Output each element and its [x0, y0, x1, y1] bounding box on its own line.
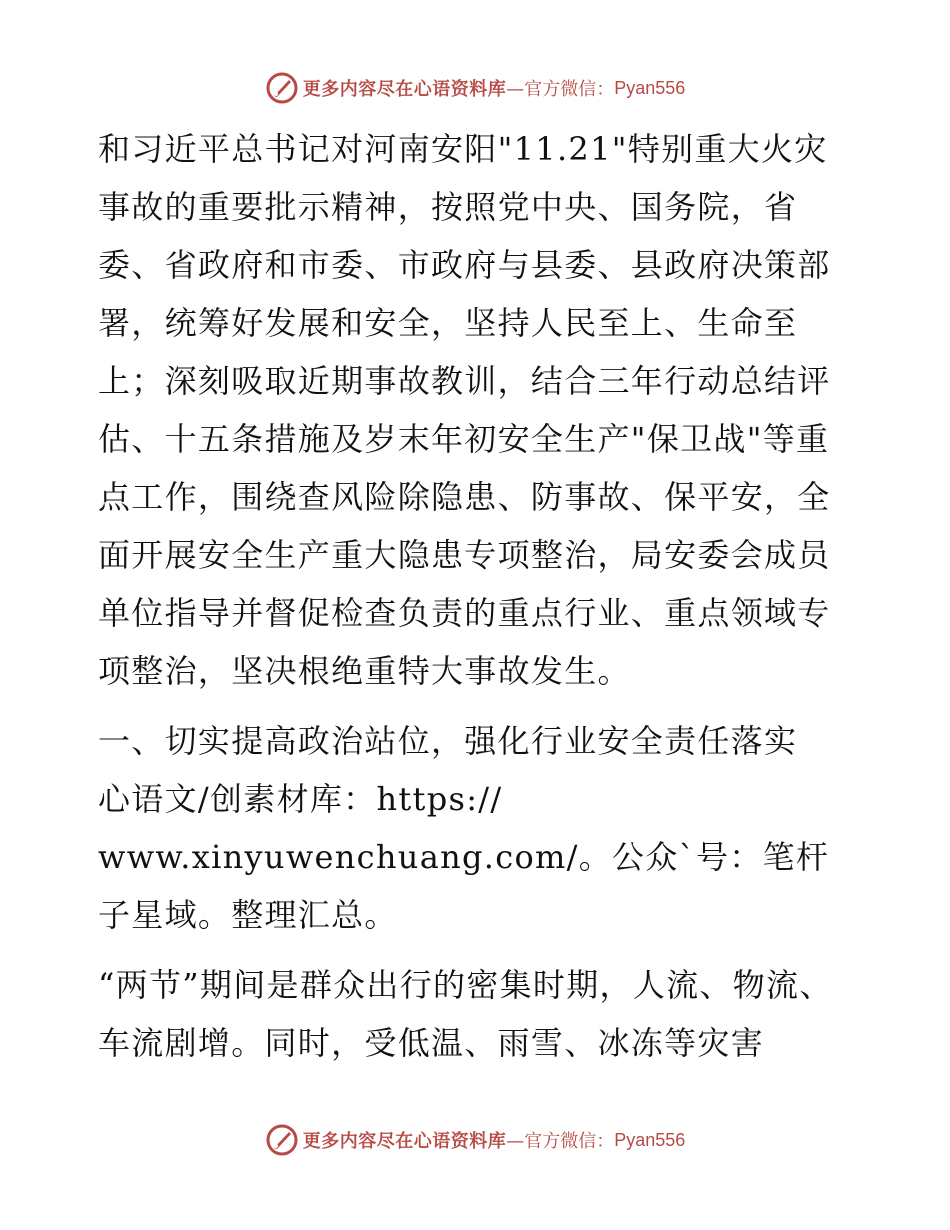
body-paragraph: 和习近平总书记对河南安阳"11.21"特别重大火灾事故的重要批示精神，按照党中央、国务院，省委、省政府和市委、市政府与县委、县政府决策部署，统筹好发展和安全，坚持人民至上、生命至上；深刻吸取近期事故教训，结合三年行动总结评估、十五条措施及岁末年初安全生产"保卫战"等重点工作，围绕查风险除隐患、防事故、保平安，全面开展安全生产重大隐患专项整治，局安委会成员单位指导并督促检查负责的重点行业、重点领域专项整治，坚决根绝重特大事故发生。	[98, 130, 831, 690]
banner-title: 更多内容尽在心语资料库	[302, 1131, 507, 1152]
feather-pen-logo-icon	[265, 71, 299, 105]
header-banner	[0, 68, 950, 108]
document-body	[98, 120, 858, 1072]
source-note-line: 心语文/创素材库：https://	[98, 780, 503, 818]
banner-separator: —官方微信：	[506, 1131, 615, 1152]
banner-title: 更多内容尽在心语资料库	[302, 79, 507, 100]
banner-separator: —官方微信：	[506, 79, 615, 100]
source-note-url-line: www.xinyuwenchuang.com/。公众`号：笔杆子星域。整理汇总。	[98, 838, 830, 934]
body-paragraph: “两节”期间是群众出行的密集时期，人流、物流、车流剧增。同时，受低温、雨雪、冰冻等灾害	[98, 966, 833, 1062]
banner-wechat-id: Pyan556	[614, 77, 686, 98]
banner-wechat-id: Pyan556	[614, 1129, 686, 1150]
section-heading: 一、切实提高政治站位，强化行业安全责任落实	[98, 722, 798, 760]
footer-banner	[0, 1120, 950, 1160]
feather-pen-logo-icon	[265, 1123, 299, 1157]
